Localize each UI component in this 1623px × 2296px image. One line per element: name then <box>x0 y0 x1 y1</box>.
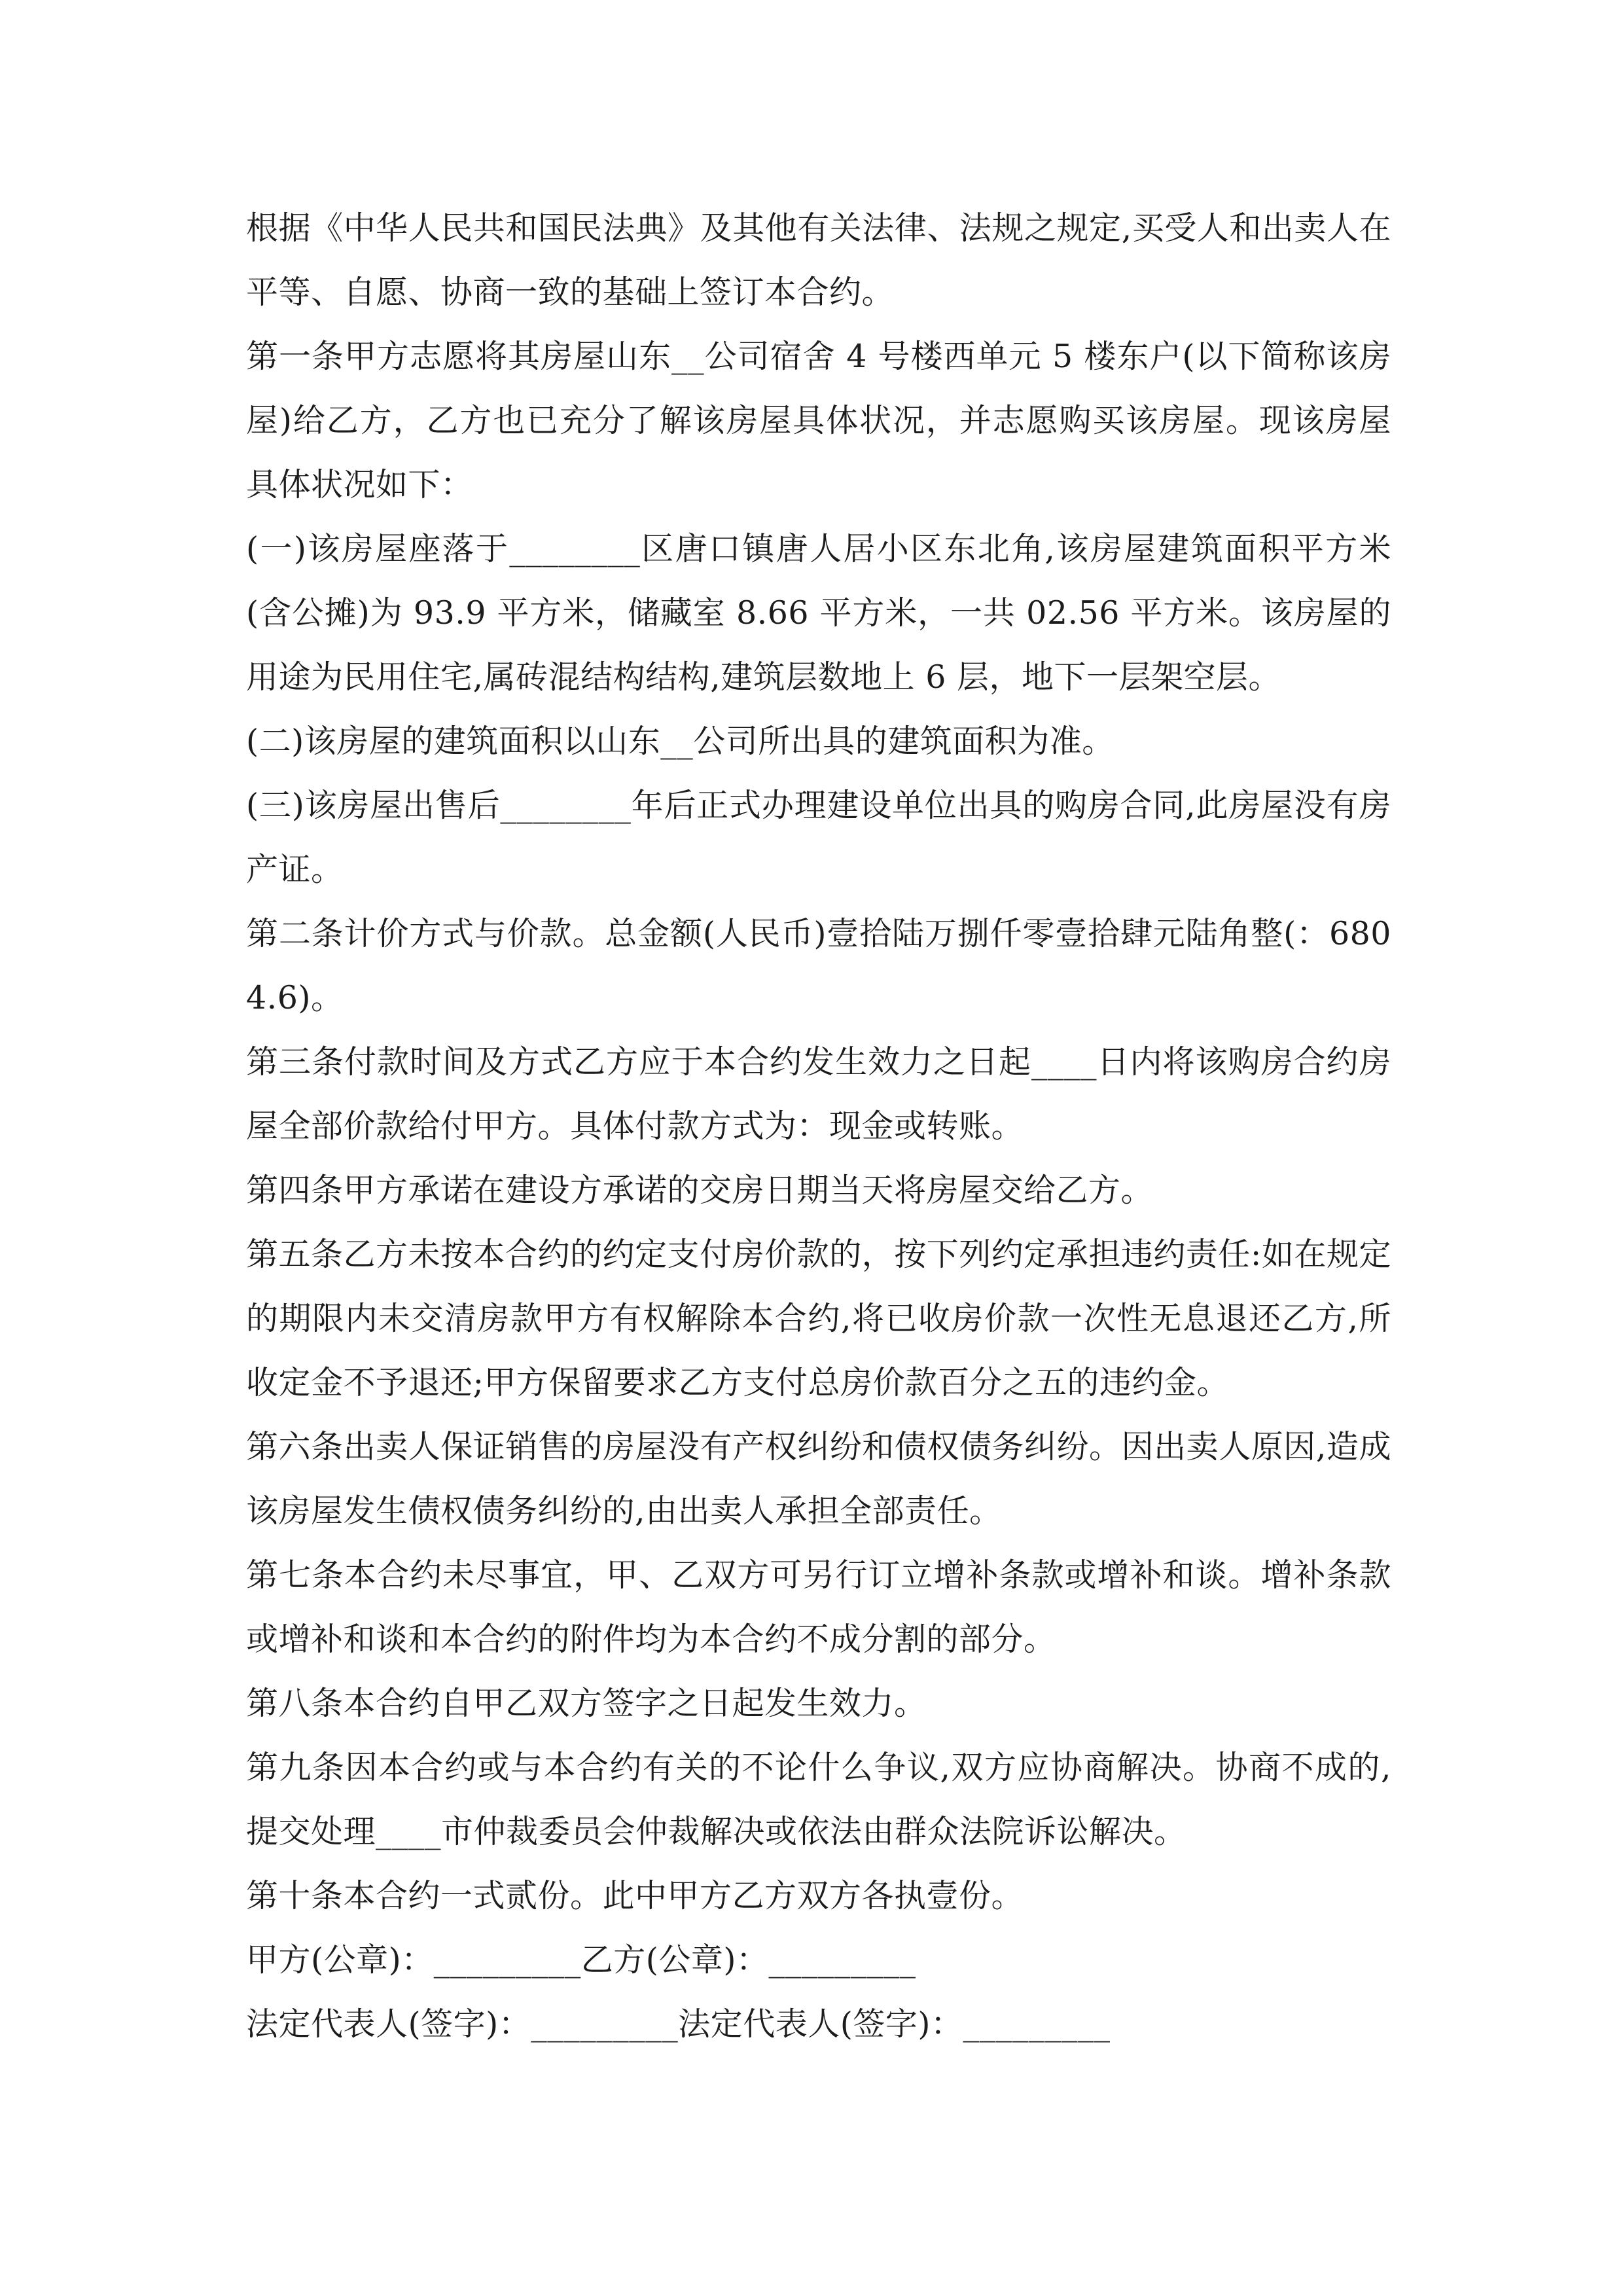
article-6-paragraph: 第六条出卖人保证销售的房屋没有产权纠纷和债权债务纠纷。因出卖人原因,造成该房屋发生债权债务纠纷的,由出卖人承担全部责任。 <box>246 1428 1391 1530</box>
preamble-paragraph: 根据《中华人民共和国民法典》及其他有关法律、法规之规定,买受人和出卖人在平等、自愿、协商一致的基础上签订本合约。 <box>246 209 1391 311</box>
item-1-paragraph: (一)该房屋座落于________区唐口镇唐人居小区东北角,该房屋建筑面积平方米(含公摊)为 93.9 平方米，储藏室 8.66 平方米，一共 02.56 平方米。该房屋的用途为民用住宅,属砖混结构结构,建筑层数地上 6 层，地下一层架空层。 <box>246 530 1391 696</box>
article-7-paragraph: 第七条本合约未尽事宜，甲、乙双方可另行订立增补条款或增补和谈。增补条款或增补和谈和本合约的附件均为本合约不成分割的部分。 <box>246 1556 1391 1658</box>
article-1-paragraph: 第一条甲方志愿将其房屋山东__公司宿舍 4 号楼西单元 5 楼东户(以下简称该房屋)给乙方，乙方也已充分了解该房屋具体状况，并志愿购买该房屋。现该房屋具体状况如下： <box>246 338 1391 503</box>
article-8-paragraph: 第八条本合约自甲乙双方签字之日起发生效力。 <box>246 1685 927 1722</box>
signature-line: 法定代表人(签字)：_________法定代表人(签字)：_________ <box>246 2005 1111 2043</box>
article-5-paragraph: 第五条乙方未按本合约的约定支付房价款的，按下列约定承担违约责任:如在规定的期限内未交清房款甲方有权解除本合约,将已收房价款一次性无息退还乙方,所收定金不予退还;甲方保留要求乙方支付总房价款百分之五的违约金。 <box>246 1236 1391 1401</box>
article-4-paragraph: 第四条甲方承诺在建设方承诺的交房日期当天将房屋交给乙方。 <box>246 1172 1154 1209</box>
seal-line: 甲方(公章)：_________乙方(公章)：_________ <box>246 1941 916 1979</box>
article-3-paragraph: 第三条付款时间及方式乙方应于本合约发生效力之日起____日内将该购房合约房屋全部价款给付甲方。具体付款方式为：现金或转账。 <box>246 1043 1391 1145</box>
article-10-paragraph: 第十条本合约一式贰份。此中甲方乙方双方各执壹份。 <box>246 1877 1024 1914</box>
article-2-paragraph: 第二条计价方式与价款。总金额(人民币)壹拾陆万捌仟零壹拾肆元陆角整(：6804.6)。 <box>246 915 1391 1016</box>
article-9-paragraph: 第九条因本合约或与本合约有关的不论什么争议,双方应协商解决。协商不成的,提交处理____市仲裁委员会仲裁解决或依法由群众法院诉讼解决。 <box>246 1749 1391 1850</box>
item-2-paragraph: (二)该房屋的建筑面积以山东__公司所出具的建筑面积为准。 <box>246 723 1115 760</box>
item-3-paragraph: (三)该房屋出售后________年后正式办理建设单位出具的购房合同,此房屋没有房产证。 <box>246 787 1391 888</box>
contract-page <box>246 196 1391 2056</box>
